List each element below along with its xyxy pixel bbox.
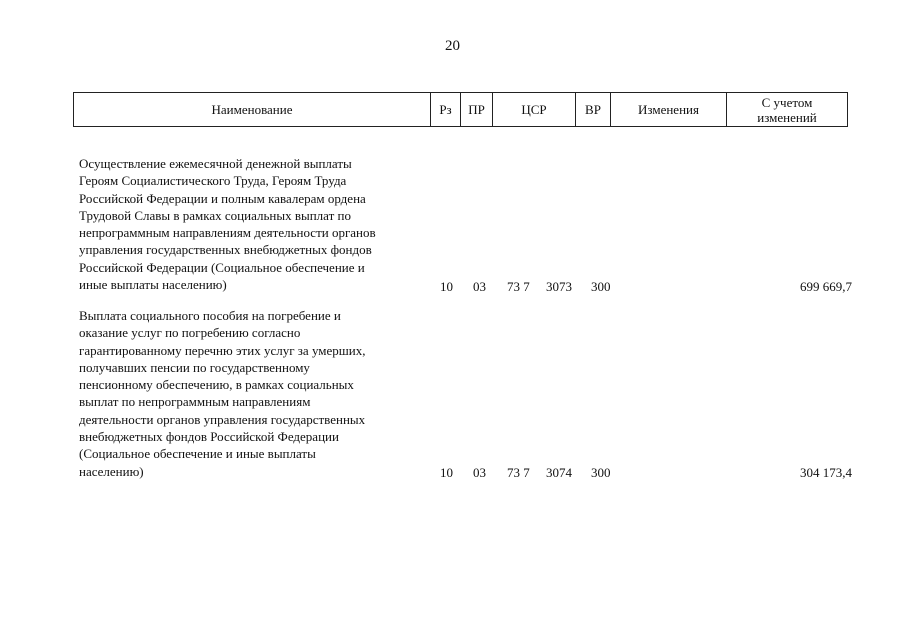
column-header-pr: ПР <box>461 93 493 127</box>
row-vr: 300 <box>591 279 611 294</box>
column-header-csr: ЦСР <box>493 93 576 127</box>
row-csr-prefix: 73 7 <box>507 465 530 480</box>
row-amount: 699 669,7 <box>800 279 852 294</box>
page-number: 20 <box>445 38 460 54</box>
row-amount: 304 173,4 <box>800 465 852 480</box>
column-header-vr: ВР <box>576 93 611 127</box>
row-description: Осуществление ежемесячной денежной выплаты Героям Социалистического Труда, Героям Труда Российской Федерации и полным кавалерам ордена Трудовой Славы в рамках социальных выплат по непрограммным направлениям деятельности органов управления государственных внебюджетных фондов Российской Федерации (Социальное обеспечение и иные выплаты населению) <box>79 156 376 293</box>
row-description: Выплата социального пособия на погребение и оказание услуг по погребению согласно гарантированному перечню этих услуг за умерших, получавших пенсии по государственному пенсионному обеспечению, в рамках социальных выплат по непрограммным направлениям деятельности органов управления государственных внебюджетных фондов Российской Федерации (Социальное обеспечение и иные выплаты населению) <box>79 308 366 479</box>
column-header-name: Наименование <box>74 93 431 127</box>
row-pr: 03 <box>473 279 486 294</box>
table-header <box>73 92 848 127</box>
row-csr-code: 3074 <box>546 465 572 480</box>
row-pr: 03 <box>473 465 486 480</box>
column-header-with-changes: С учетом изменений <box>727 93 848 127</box>
table-row <box>0 307 905 487</box>
table-row <box>0 155 905 305</box>
column-header-rz: Рз <box>431 93 461 127</box>
row-csr-code: 3073 <box>546 279 572 294</box>
column-header-changes: Изменения <box>611 93 727 127</box>
row-csr-prefix: 73 7 <box>507 279 530 294</box>
row-rz: 10 <box>440 279 453 294</box>
row-rz: 10 <box>440 465 453 480</box>
row-vr: 300 <box>591 465 611 480</box>
